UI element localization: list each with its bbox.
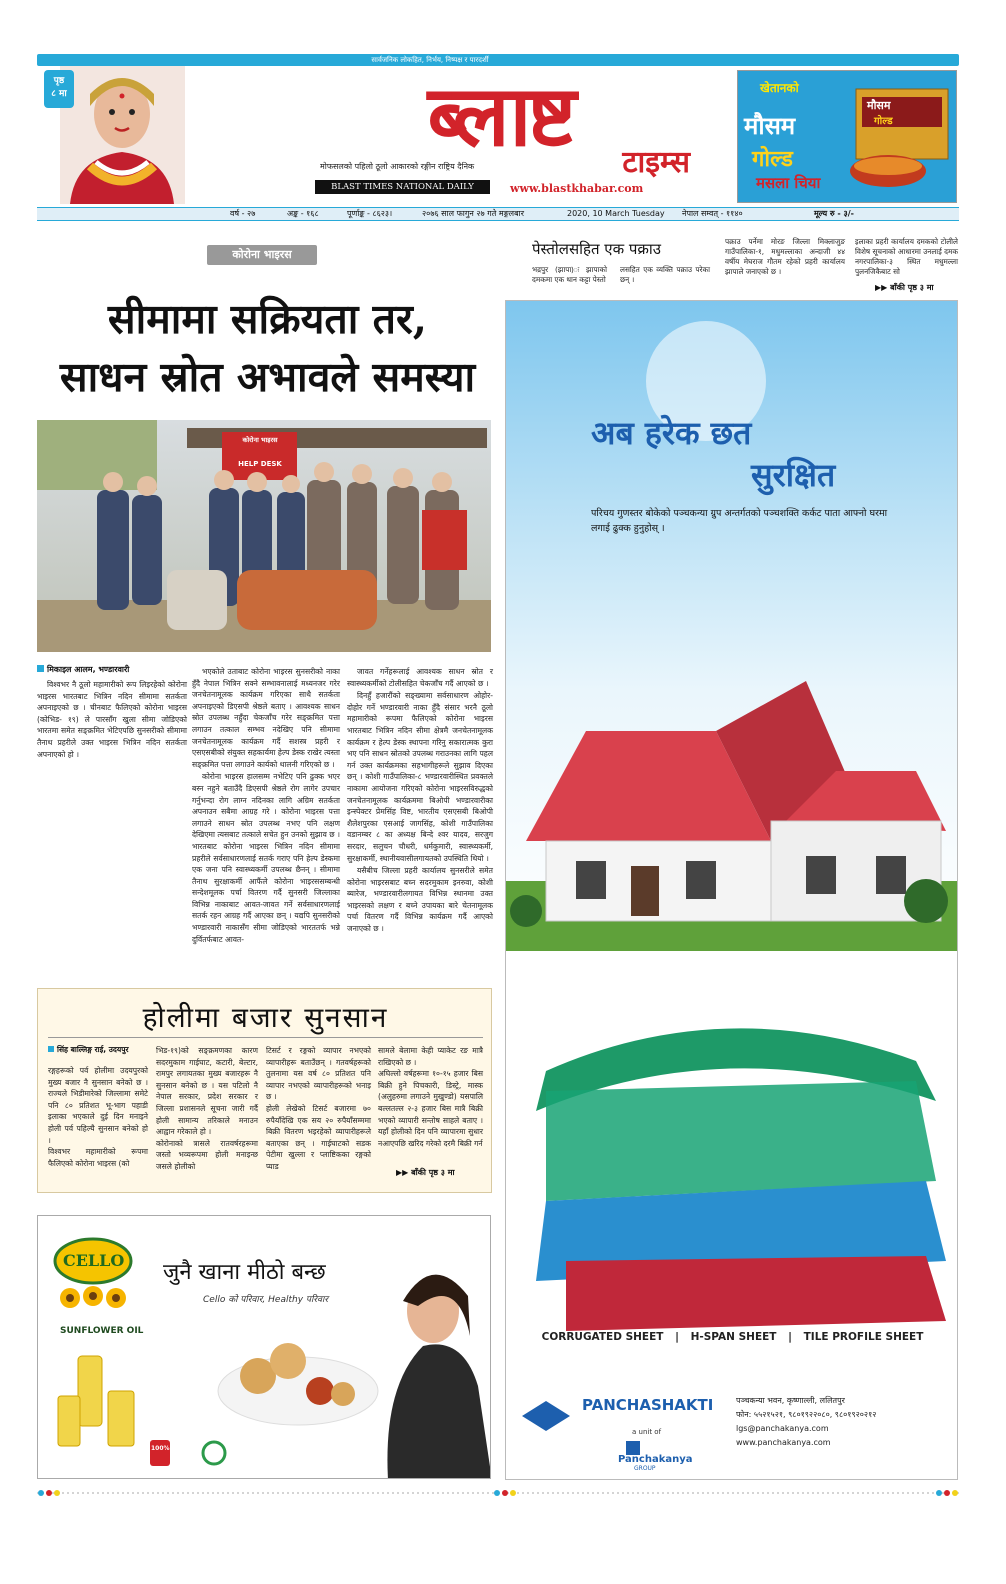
lead-byline-text: मिकाइल आलम, भण्डारवारी — [47, 665, 130, 674]
cello-headline: जुनै खाना मीठो बन्छ — [163, 1260, 326, 1285]
lead-byline — [37, 664, 187, 675]
help-desk-crowd-photo — [37, 420, 491, 652]
lead-headline-line2: साधन स्रोत अभावले समस्या — [59, 353, 476, 401]
contact-website[interactable]: www.panchakanya.com — [736, 1438, 831, 1447]
sheet-type-labels — [506, 1331, 958, 1343]
issue-english-date: 2020, 10 March Tuesday — [567, 209, 665, 218]
byline-square-icon — [37, 665, 44, 672]
lead-paragraph: कोरोना भाइरस हालसम्म नभेटिए पनि ढुक्क भएर बस्न नहुने बताउँदै डिएसपी श्रेष्ठले रोग लागेर उपचार गर्नुभन्दा रोग लाग्न नदिनका लागि अग्रिम सतर्कता अपनाउन सबैमा आग्रह गरे । कोरोना भाइरस पत्ता लगाउने साधन स्रोत उपलब्ध नभए पनि लक्षण देखिएमा त्यसबाट तत्काले सचेत हुन उनको सुझाव छ । भारतबाट कोरोना भाइरस भित्रिन नदिन सीमामा प्रहरीले सर्वसाधारणलाई सतर्क गराए पनि हेल्प डेस्कमा एक जना पनि स्वास्थ्यकर्मी उपलब्ध छैनन् । सीमामा तैनाथ सुरक्षाकर्मी आफैंले कोरोना भाइरससम्बन्धी सन्देशमूलक पर्चा वितरण गर्दै सुनसरी जिल्लाका विभिन्न नाकाबाट आवत-जावत गर्ने सर्वसाधारणलाई सतर्क रहन आग्रह गर्दै आएका छन् । यद्यपि सुनसरीको भण्डारवारी नाकासँग सीमा जोडिएको भारततर्फ भन्ने दुर्वितर्फबाट आवत- — [192, 772, 340, 944]
lead-paragraph: विश्वभर नै ठूलो महामारीको रूप लिइरहेको कोरोना भाइरस भारतबाट भित्रिन नदिन सीमामा सतर्कता अपनाइएको छ । चीनबाट फैलिएको कोरोना भाइरस (कोभिड- १९) ले पारसाँग खुला सीमा जोडिएको भारतमा समेत सङ्क्रमित भेटिएपछि सुनसरीको सीमामा तैनाथ प्रहरीले उक्त भाइरस भित्रिन नदिन सतर्कता अपनाएको हो । — [37, 680, 187, 759]
roof-ad-graphic — [506, 301, 958, 1480]
issue-nepal-era: नेपाल सम्वत् - ११४० — [682, 209, 743, 218]
holi-column-3: टिसर्ट र रङ्गको व्यापार नभएको व्यापारीहरू बताउँछन् । गतवर्षहरूको तुलनामा यस वर्ष ८० प्रतिशत पनि व्यापार नभएको व्यापारीहरूको भनाइ छ । होली लेखेको टिसर्ट बजारमा ७० रुपैयाँदेखि एक सय २० रुपैयाँसम्ममा बिक्री वितरण भइरहेको व्यापारीहरूले बताएका छन् । गाईघाटको सडक पेटीमा खुल्ला र प्लाष्टिकका रङ्गको प्याड — [266, 1046, 371, 1171]
page-reference-badge — [44, 70, 74, 108]
panchakanya-group: GROUP — [634, 1465, 656, 1472]
cello-brand: CELLO — [63, 1251, 125, 1270]
panchashakti-roof-advertisement[interactable] — [505, 300, 958, 1480]
issue-nepali-date: २०७६ साल फागुन २७ गते मङ्गलबार — [422, 209, 525, 218]
lead-column-1 — [37, 679, 187, 761]
tea-advertisement[interactable] — [737, 70, 957, 203]
roof-headline-line2: सुरक्षित — [751, 456, 836, 494]
print-registration-strip — [37, 1490, 959, 1496]
contact-address: पञ्चकन्या भवन, कृष्णाल्ली, ललितपुर — [736, 1396, 845, 1405]
cover-photo — [60, 66, 185, 204]
issue-price: मूल्य रु - ३/- — [814, 209, 854, 218]
contact-email[interactable]: lgs@panchakanya.com — [736, 1424, 829, 1433]
holi-byline-text: सिंह बाल्लिङ्ग राई, उदयपुर — [57, 1045, 129, 1054]
tea-pack-label2: गोल्ड — [874, 116, 893, 127]
holi-continued-link[interactable]: ▶▶ बाँकी पृष्ठ ३ मा — [396, 1168, 455, 1177]
roof-headline-line1: अब हरेक छत — [591, 414, 752, 452]
holi-story-box — [37, 988, 492, 1193]
lead-column-3 — [347, 666, 493, 936]
lead-photo[interactable] — [37, 420, 491, 652]
tea-ad-line1: खेतानको — [760, 81, 799, 95]
logo-motto: मोफसलको पहिलो ठूलो आकारको रङ्गीन राष्ट्रिय दैनिक — [320, 162, 475, 171]
help-desk-banner-line2: HELP DESK — [238, 460, 282, 468]
website-link[interactable]: www.blastkhabar.com — [510, 182, 644, 195]
english-name-bar: BLAST TIMES NATIONAL DAILY — [315, 180, 490, 194]
lead-paragraph: यसैबीच जिल्ला प्रहरी कार्यालय सुनसरीले समेत कोरोना भाइरसबाट बच्न सदरमुकाम इनरुवा, कोशी ब्यारेज, भण्डारवारीलगायत विभिन्न स्थानमा उक्त भाइरसको लक्षण र बच्ने उपायका बारे चेतनामूलक पर्चा वितरण गर्दै विभिन्न कार्यक्रम गर्दै आएको जनाएको छ । — [347, 866, 493, 934]
logo-title: ब्लाष्ट — [427, 66, 573, 165]
sheet-label-tile: TILE PROFILE SHEET — [803, 1331, 924, 1343]
holi-column-4: सामले बेलामा केही प्याकेट रङ मात्रै राखिएको छ । अघिल्लो वर्षहरूमा १०-१५ हजार बिस बिक्री हुने पिचकारी, डिस्ट्रे, मास्क (अलुहरुमा लगाउने मुखुण्डो) यसपालि बल्लतल्ल २-३ हजार बिस मात्रै बिक्री भएको व्यापारी सन्तोष साहले बताए । यहाँ होलीको दिन पनि व्यापारमा सुधार नआएपछि खरिद गरेको दरमै बिक्री गर्न — [378, 1046, 483, 1148]
lead-headline[interactable] — [40, 290, 495, 406]
tea-ad-line4: मसला चिया — [756, 174, 821, 192]
contact-phone: फोन: ५५२१५२१, ९८०१९२२०८०, ९८०१९२०२१२ — [736, 1410, 877, 1419]
sheet-label-corrugated: CORRUGATED SHEET — [541, 1331, 664, 1343]
tea-ad-line3: गोल्ड — [752, 146, 793, 172]
contact-block — [736, 1394, 956, 1450]
sheet-label-h-span: H-SPAN SHEET — [690, 1331, 777, 1343]
lead-headline-line1: सीमामा सक्रियता तर, — [107, 295, 428, 343]
logo-subtitle: टाइम्स — [622, 145, 690, 180]
cello-oil-advertisement[interactable] — [37, 1215, 491, 1479]
page-badge-label: पृष्ठ — [53, 76, 65, 86]
help-desk-banner-line1: कोरोना भाइरस — [242, 436, 278, 444]
brief-column-3: पक्राउ पर्नेमा मोरङ जिल्ला मिक्लाजुङ गाउँपालिका-१, मधुमल्लाका अन्दाजी ४४ वर्षीय मेघराज गौतम रहेको प्रहरी कार्यालय झापाले जनाएको छ । — [725, 237, 845, 276]
issue-total: पूर्णाङ्क - ८६२३। — [347, 209, 393, 218]
roof-subtext: परिचय गुणस्तर बोकेको पञ्चकन्या ग्रुप अन्तर्गतको पञ्चशक्ति कर्कट पाता आफ्नो घरमा लगाई ढुक्क हुनुहोस् । — [591, 508, 888, 534]
holi-byline — [48, 1045, 148, 1055]
panchashakti-wordmark: PANCHASHAKTI — [582, 1396, 714, 1414]
tea-pack-label1: मौसम — [867, 99, 891, 112]
holi-headline[interactable]: होलीमा बजार सुनसान — [142, 1001, 389, 1034]
brief-headline[interactable]: पेस्तोलसहित एक पक्राउ — [532, 240, 661, 258]
masthead-tagline: सार्वजनिक लोकहित, निर्भय, निष्पक्ष र पारदर्शी — [371, 56, 489, 64]
brand-note: a unit of — [632, 1428, 662, 1436]
cello-badge: 100% — [151, 1445, 170, 1452]
brief-column-2: लसहित एक व्यक्ति पक्राउ परेका छन् । — [620, 265, 710, 284]
brief-column-1: भद्रपुर (झापा)ः झापाको दमकमा एक थान कट्टा पेस्तो — [532, 265, 607, 284]
cello-product: SUNFLOWER OIL — [60, 1326, 144, 1336]
holi-divider — [48, 1037, 483, 1038]
issue-number: अङ्क - १६८ — [287, 209, 319, 218]
story-kicker: कोरोना भाइरस — [207, 245, 317, 265]
label-separator: | — [788, 1331, 792, 1343]
label-separator: | — [675, 1331, 679, 1343]
masthead-logo — [305, 66, 695, 205]
lead-paragraph: भएकोले उताबाट कोरोना भाइरस सुनसरीको नाका हुँदै नेपाल भित्रिन सक्ने सम्भावनालाई मध्यनजर गरेर जनचेतनामूलक कार्यक्रम गरिएका साथै सतर्कता अपनाइएको डिएसपी श्रेष्ठले बताए । आवश्यक साधन स्रोत उपलब्ध नहुँदा चेकजाँच गरेर सङ्क्रमित पत्ता लगाउन तत्काल सम्भव नदेखिए पनि सीमामा जनचेतनामूलक कार्यक्रम गर्दै सशस्त्र प्रहरी र एसएसबीको संयुक्त सहकार्यमा हेल्प डेस्क राखेर त्यस्ता सङ्क्रमित पत्ता लगाउने कार्यको थालनी गरिएको छ । — [192, 667, 340, 769]
issue-info-bar — [37, 207, 959, 221]
cello-slogan: Cello को परिवार, Healthy परिवार — [203, 1295, 329, 1305]
issue-year: वर्ष - २७ — [230, 209, 256, 218]
panchakanya-wordmark: Panchakanya — [618, 1454, 693, 1465]
lead-paragraph: जावत गर्नेहरूलाई आवश्यक साधन स्रोत र स्वास्थ्यकर्मीको टोलीसहित चेकजाँच गर्दै आएको छ । — [347, 667, 493, 688]
byline-square-icon — [48, 1046, 54, 1052]
holi-column-2: भिड-१९)को सङ्क्रमणका कारण सदरमुकाम गाईघाट, कटारी, बेल्टार, रामपुर लगायतका मुख्य बजारहरू नै सुनसान बनेको छ । यस पटिलो नै नेपाल सरकार, प्रदेश सरकार र जिल्ला प्रशासनले सूचना जारी गर्दै होली सामान्य तरिकाले मनाउन आह्वान गरेकाले हो । कोरोनाको त्रासले रातवर्षरहरूमा जस्तो भव्यरूपमा होली मनाइन्छ जसले होलीको — [156, 1046, 258, 1171]
brief-column-4: इलाका प्रहरी कार्यालय दमकको टोलीले विशेष सूचनाको आधारमा उनलाई दमक नगरपालिका-३ स्थित मधुमल्ला पुलनजिकैबाट सो — [855, 237, 958, 276]
lead-column-2 — [192, 666, 340, 946]
lead-paragraph: दिनहुँ हजारौंको सङ्ख्यामा सर्वसाधारण ओहोर-दोहोर गर्ने भण्डारवारी नाका हुँदै संसार भरनै ठूलो महामारीको रूपमा फैलिएको कोरोना भाइरस भारतबाट भित्रिन नदिन सीमा क्षेत्रमै जनचेतनामूलक कार्यक्रम र हेल्प डेस्क स्थापना गरिनु सकारात्मक कुरा भए पनि साधन स्रोतको उपलब्ध गराउनका लागि पहल गर्न उक्त कार्यक्रमका सहभागीहरूले सुझाव दिएका छन् । कोशी गाउँपालिका-८ भण्डारवारीस्थित प्रवक्तले नाकामा आयोजना गरिएको कोरोना भाइरसविरुद्धको जनचेतनामूलक कार्यक्रममा बिओपी भण्डारवारीका इन्स्पेक्टर प्रेमसिंह विष्ट, भारतीय एसएसबी बिओपी शैलेशपुरका एसआई जागसिंह, कोशी गाउँपालिका वडानम्बर ८ का अध्यक्ष बिन्दे श्वर यादव, सरजुग सरदार, सलुचन चौधरी, धर्मकुमारी, स्वास्थ्यकर्मी, सुरक्षाकर्मी, स्थानीयवासीलगायतको उपस्थिति थियो । — [347, 691, 493, 863]
tea-ad-line2: मौसम — [744, 111, 796, 140]
panchashakti-brand — [520, 1396, 720, 1472]
page-badge-number: ८ मा — [51, 89, 67, 99]
brief-continued-link[interactable]: ▶▶ बाँकी पृष्ठ ३ मा — [875, 283, 934, 292]
cover-woman-illustration — [60, 66, 185, 204]
holi-column-1: रङ्गहरूको पर्व होलीमा उदयपुरको मुख्य बजार नै सुनसान बनेको छ । राज्यले भिडीमारेको जिल्लामा समेटे पनि ८० प्रतिशत भू-भाग पहाडी इलाका भएकाले दुई दिन मनाइने होली पर्व पहिल्यै सुनसान बनेको हो । विश्वभर महामारीको रूपमा फैलिएको कोरोना भाइरस (को — [48, 1066, 148, 1168]
